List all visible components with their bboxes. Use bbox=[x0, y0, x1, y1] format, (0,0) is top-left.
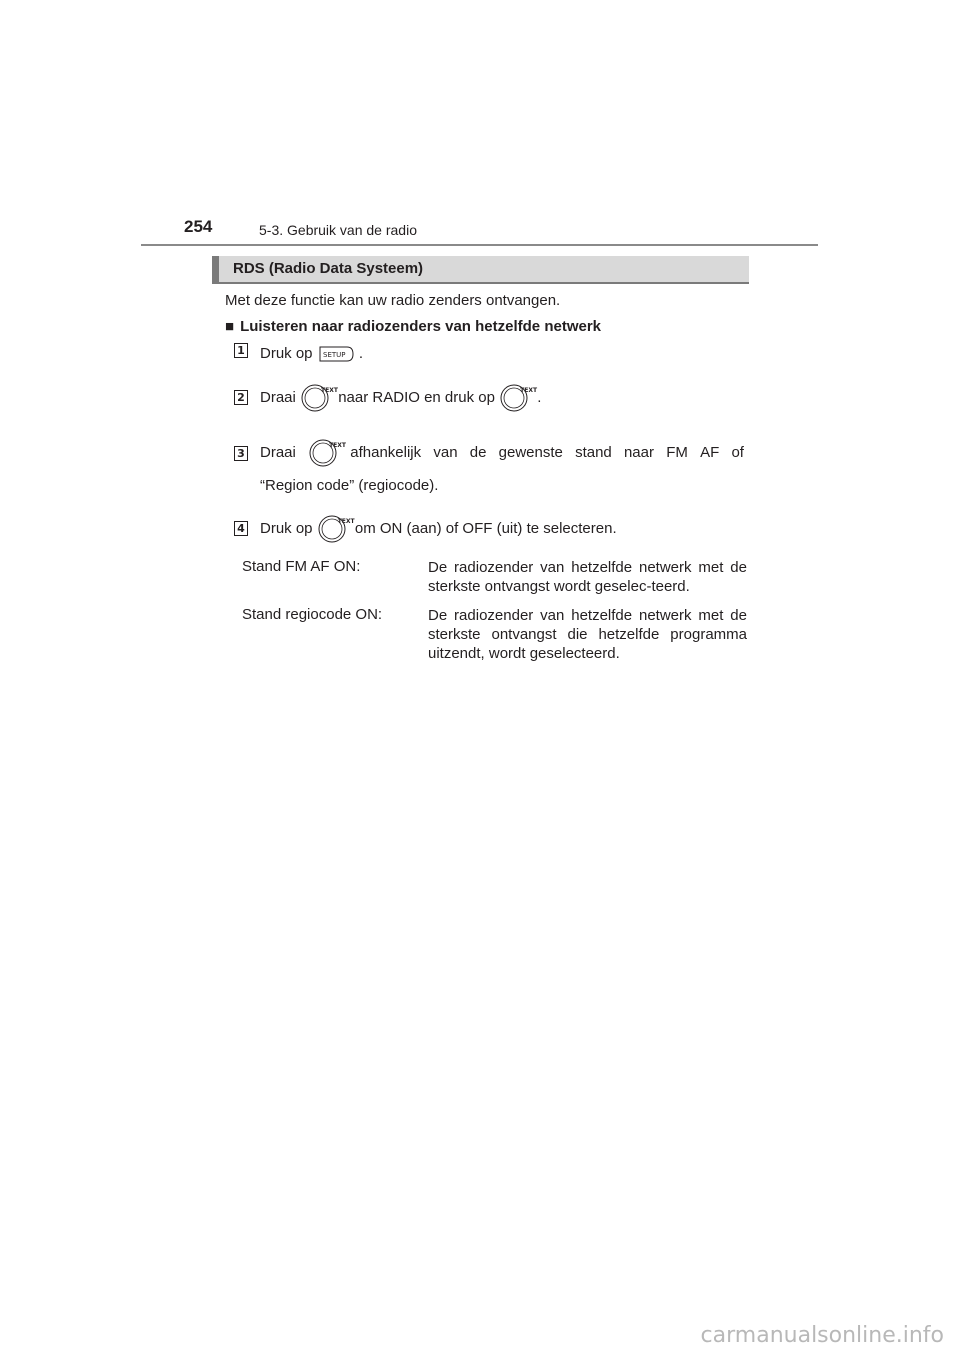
section-title: RDS (Radio Data Systeem) bbox=[233, 260, 424, 277]
setup-button-icon bbox=[317, 346, 355, 362]
mode-row bbox=[242, 558, 747, 596]
step-3-word: de bbox=[469, 444, 487, 461]
knob-text-label: TEXT bbox=[321, 387, 338, 395]
text-knob-icon bbox=[308, 438, 346, 468]
step-4-after: om ON (aan) of OFF (uit) te selecteren. bbox=[354, 520, 617, 537]
step-2-after: . bbox=[537, 389, 542, 406]
step-3-word: of bbox=[731, 444, 744, 461]
step-marker-4: 4 bbox=[234, 521, 248, 536]
page-number: 254 bbox=[184, 217, 213, 236]
subheading bbox=[225, 318, 601, 335]
step-1-after: . bbox=[358, 345, 364, 362]
step-2-middle: naar RADIO en druk op bbox=[338, 389, 495, 406]
step-3-word: naar bbox=[623, 444, 654, 461]
step-3-word: van bbox=[433, 444, 458, 461]
knob-text-label: TEXT bbox=[329, 442, 346, 449]
step-marker-1: 1 bbox=[234, 343, 248, 358]
mode-description: De radiozender van hetzelfde netwerk met de sterkste ontvangst wordt geselec-teerd. bbox=[428, 559, 747, 595]
step-3-word: FM bbox=[666, 444, 688, 461]
header-rule bbox=[141, 244, 818, 246]
step-1-before: Druk op bbox=[260, 345, 313, 362]
mode-row bbox=[242, 606, 747, 663]
section-heading-bar bbox=[212, 256, 749, 284]
step-2-before: Draai bbox=[260, 389, 296, 406]
knob-text-label: TEXT bbox=[520, 387, 538, 395]
mode-description: De radiozender van hetzelfde netwerk met de sterkste ontvangst die hetzelfde programma uitzendt, wordt geselecteerd. bbox=[428, 607, 747, 662]
subheading-text: Luisteren naar radiozenders van hetzelfde netwerk bbox=[240, 318, 602, 335]
text-knob-icon bbox=[317, 514, 355, 544]
step-3-word: AF bbox=[700, 444, 720, 461]
square-bullet-icon: ■ bbox=[225, 318, 235, 335]
intro-text: Met deze functie kan uw radio zenders ontvangen. bbox=[225, 292, 561, 309]
step-3-line bbox=[260, 438, 744, 468]
step-4-before: Druk op bbox=[260, 520, 313, 537]
step-marker-2: 2 bbox=[234, 390, 248, 405]
step-3-word: stand bbox=[575, 444, 612, 461]
step-3-word: gewenste bbox=[498, 444, 563, 461]
step-2-line bbox=[260, 383, 541, 413]
step-3-before: Draai bbox=[260, 444, 296, 461]
mode-label: Stand regiocode ON: bbox=[242, 606, 383, 623]
step-1-line bbox=[260, 345, 363, 362]
text-knob-icon bbox=[300, 383, 338, 413]
step-3-word: afhankelijk bbox=[350, 444, 422, 461]
text-knob-icon bbox=[499, 383, 538, 413]
step-3-continuation: “Region code” (regiocode). bbox=[260, 477, 439, 494]
watermark: carmanualsonline.info bbox=[700, 1323, 944, 1348]
step-4-line bbox=[260, 514, 617, 544]
chapter-title: 5-3. Gebruik van de radio bbox=[259, 222, 417, 238]
step-marker-3: 3 bbox=[234, 446, 248, 461]
mode-table bbox=[242, 558, 747, 673]
knob-text-label: TEXT bbox=[337, 518, 355, 526]
svg-text:SETUP: SETUP bbox=[322, 351, 346, 360]
mode-label: Stand FM AF ON: bbox=[242, 558, 361, 575]
